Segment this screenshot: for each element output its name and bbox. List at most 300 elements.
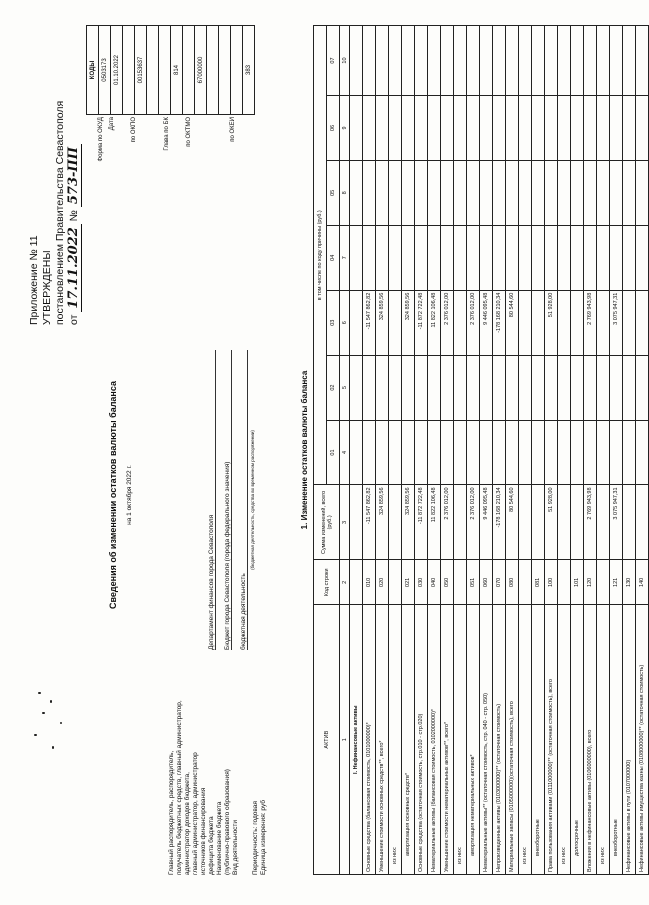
cell-total [636,485,649,560]
table-row [350,26,363,875]
cell-empty [623,420,636,485]
column-number: 4 [340,420,350,485]
cell-v03: -11 547 862,82 [363,290,376,355]
cell-empty [610,420,623,485]
cell-empty [480,96,493,161]
cell-total [571,485,584,560]
column-number: 2 [340,560,350,605]
cell-empty [454,355,467,420]
cell-empty [389,96,402,161]
cell-total: 2 769 943,98 [584,485,597,560]
cell-empty [428,225,441,290]
header-asset: АКТИВ [314,605,340,875]
header-reason: 06 [327,96,340,161]
cell-empty [597,355,610,420]
cell-total: -178 168 210,34 [493,485,506,560]
cell-code: 101 [571,560,584,605]
cell-code: 020 [376,560,389,605]
cell-name: долгосрочные [571,605,584,875]
cell-name: Уменьшение стоимости основных средств**, всего* [376,605,389,875]
cell-v03 [623,290,636,355]
cell-empty [532,355,545,420]
table-row [363,26,376,875]
cell-empty [441,355,454,420]
cell-empty [402,355,415,420]
table-row [532,26,545,875]
cell-empty [519,225,532,290]
cell-total: 80 544,60 [506,485,519,560]
column-number: 10 [340,26,350,96]
cell-empty [467,420,480,485]
cell-v03 [597,290,610,355]
cell-empty [623,96,636,161]
cell-empty [454,26,467,96]
table-row [376,26,389,875]
cell-name: Нефинансовые активы имущества казны (0108000000)** (остаточная стоимость) [636,605,649,875]
cell-empty [571,160,584,225]
cell-empty [480,355,493,420]
cell-v03 [532,290,545,355]
cell-empty [545,96,558,161]
cell-total: 2 376 012,00 [441,485,454,560]
cell-empty [376,420,389,485]
cell-code [350,560,363,605]
cell-empty [402,96,415,161]
okei-code-label: по ОКЕИ [230,117,236,142]
cell-empty [558,96,571,161]
cell-empty [415,26,428,96]
cell-code [389,560,402,605]
appendix-date: 17.11.2022 [66,224,82,311]
cell-code: 040 [428,560,441,605]
cell-empty [636,26,649,96]
cell-name: Материальные запасы (0105000000)(остаточная стоимость), всего [506,605,519,875]
cell-empty [376,225,389,290]
column-number: 5 [340,355,350,420]
cell-empty [480,420,493,485]
cell-empty [532,96,545,161]
cell-empty [610,225,623,290]
cell-empty [519,160,532,225]
cell-code: 070 [493,560,506,605]
cell-name: из них: [454,605,467,875]
column-number: 8 [340,160,350,225]
cell-empty [597,225,610,290]
cell-empty [610,26,623,96]
cell-empty [558,26,571,96]
cell-empty [584,96,597,161]
cell-code: 130 [623,560,636,605]
header-reason: 04 [327,225,340,290]
cell-v03: 11 822 106,48 [428,290,441,355]
cell-name: внеоборотные [610,605,623,875]
cell-empty [441,225,454,290]
cell-empty [376,355,389,420]
cell-empty [545,160,558,225]
cell-empty [415,96,428,161]
cell-v03: 324 859,56 [402,290,415,355]
cell-empty [571,420,584,485]
cell-v03: 9 446 095,48 [480,290,493,355]
cell-empty [389,26,402,96]
cell-empty [532,160,545,225]
budget-value: Бюджет города Севастополя (города федерального значения) [224,350,232,650]
cell-empty [441,96,454,161]
cell-name: из них: [558,605,571,875]
header-reason: 03 [327,290,340,355]
cell-empty [597,420,610,485]
cell-name: амортизация нематериальных активов* [467,605,480,875]
cell-code: 030 [415,560,428,605]
cell-empty [350,160,363,225]
column-number: 7 [340,225,350,290]
header-reason: 07 [327,26,340,96]
appendix-number: 573-ПП [66,144,82,207]
cell-empty [558,355,571,420]
date-code-label: Дата [109,117,115,131]
cell-code: 100 [545,560,558,605]
cell-total [597,485,610,560]
cell-empty [428,96,441,161]
cell-v03: 80 544,60 [506,290,519,355]
cell-empty [584,160,597,225]
cell-empty [506,96,519,161]
page-title: Сведения об изменении остатков валюты баланса [108,381,118,609]
cell-name: Основные средства (балансовая стоимость, 0101000000)* [363,605,376,875]
cell-code [519,560,532,605]
cell-v03: 2 376 012,00 [441,290,454,355]
cell-name: Нефинансовые активы в пути (0107000000) [623,605,636,875]
cell-empty [506,420,519,485]
cell-empty [610,160,623,225]
cell-code: 081 [532,560,545,605]
form-code-label: Форма по ОКУД [98,117,104,162]
admin-value: Департамент финансов города Севастополя [208,350,216,650]
table-row [441,26,454,875]
cell-empty [480,225,493,290]
cell-empty [545,420,558,485]
cell-empty [506,355,519,420]
cell-empty [636,225,649,290]
cell-empty [493,355,506,420]
cell-empty [350,225,363,290]
cell-empty [493,225,506,290]
cell-empty [350,96,363,161]
cell-empty [506,26,519,96]
cell-empty [467,225,480,290]
cell-empty [428,26,441,96]
cell-v03: -178 168 210,34 [493,290,506,355]
cell-empty [402,420,415,485]
cell-code: 121 [610,560,623,605]
cell-v03 [454,290,467,355]
cell-empty [610,96,623,161]
cell-empty [636,420,649,485]
appendix-line1: Приложение № 11 [28,235,40,325]
cell-empty [415,160,428,225]
activity-note: (бюджетная деятельность, средства во временном распоряжении) [250,430,255,570]
cell-code [558,560,571,605]
column-number: 6 [340,290,350,355]
table-row [428,26,441,875]
cell-name: Нематериальные активы (балансовая стоимость, 0102000000)* [428,605,441,875]
cell-empty [363,355,376,420]
cell-name: Уменьшение стоимости нематериальных активов**, всего* [441,605,454,875]
cell-empty [467,96,480,161]
cell-empty [363,420,376,485]
cell-empty [402,26,415,96]
cell-empty [506,225,519,290]
cell-empty [493,420,506,485]
cell-empty [571,355,584,420]
cell-v03: 2 769 943,98 [584,290,597,355]
cell-empty [532,420,545,485]
cell-v03: 51 928,00 [545,290,558,355]
cell-empty [415,355,428,420]
cell-empty [532,225,545,290]
cell-code [454,560,467,605]
cell-empty [454,160,467,225]
cell-empty [636,355,649,420]
meta-labels: Главный распорядитель, распорядитель, получатель бюджетных средств, главный администратор, администратор доходов бюджета, главный администратор, администратор источников финансирования дефицита бюджета Наименование бюджета (публично-правового образования) Вид деятельности Периодичность: годовая Единица измерения: руб [168,700,267,875]
cell-v03: -11 872 722,48 [415,290,428,355]
cell-empty [389,225,402,290]
header-reason: 01 [327,420,340,485]
cell-empty [506,160,519,225]
cell-code: 050 [441,560,454,605]
cell-empty [636,96,649,161]
cell-empty [597,96,610,161]
cell-empty [571,96,584,161]
table-row [480,26,493,875]
table-row [389,26,402,875]
cell-empty [584,225,597,290]
cell-total: 324 859,56 [402,485,415,560]
cell-name: Права пользования активами (0111000000)** (остаточная стоимость), всего [545,605,558,875]
cell-v03: 3 075 947,31 [610,290,623,355]
cell-empty [519,355,532,420]
cell-empty [597,26,610,96]
cell-empty [428,355,441,420]
header-code: Код строки [314,560,340,605]
cell-empty [545,26,558,96]
cell-v03 [558,290,571,355]
cell-empty [376,96,389,161]
cell-total [558,485,571,560]
cell-empty [428,160,441,225]
cell-code: 010 [363,560,376,605]
cell-code: 060 [480,560,493,605]
appendix-date-line: от 17.11.2022 № 573-ПП [67,25,81,325]
cell-empty [428,420,441,485]
cell-v03 [350,290,363,355]
cell-empty [558,420,571,485]
cell-empty [584,26,597,96]
cell-empty [571,225,584,290]
cell-code: 051 [467,560,480,605]
rotated-form-page [18,25,645,885]
cell-empty [350,26,363,96]
cell-total [532,485,545,560]
cell-empty [415,420,428,485]
oktmo-code-label: по ОКТМО [186,117,192,147]
cell-empty [623,160,636,225]
header-reason: 05 [327,160,340,225]
column-number: 1 [340,605,350,875]
cell-empty [597,160,610,225]
table-body [340,26,649,875]
column-number: 3 [340,485,350,560]
cell-empty [441,26,454,96]
cell-empty [376,160,389,225]
activity-value: бюджетная деятельность [240,350,248,650]
cell-total: 324 859,56 [376,485,389,560]
cell-empty [454,420,467,485]
cell-name: амортизация основных средств* [402,605,415,875]
cell-empty [454,225,467,290]
table-row [467,26,480,875]
cell-empty [623,26,636,96]
cell-name: Непроизведенные активы (0103000000)** (остаточная стоимость) [493,605,506,875]
cell-empty [571,26,584,96]
cell-name: из них: [597,605,610,875]
cell-empty [584,355,597,420]
cell-total: 11 822 106,48 [428,485,441,560]
cell-empty [493,96,506,161]
cell-empty [480,160,493,225]
table-row [402,26,415,875]
cell-empty [467,160,480,225]
column-number: 9 [340,96,350,161]
codes-table: КОДЫ 0503173 01.10.2022 00153637 814 67000000 383 [86,25,255,115]
bk-code-label: Глава по БК [164,117,170,151]
cell-code: 120 [584,560,597,605]
appendix-line3: постановлением Правительства Севастополя [54,100,66,325]
header-group: в том числе по коду причины (руб.) [314,26,327,485]
cell-v03 [636,290,649,355]
cell-empty [558,160,571,225]
cell-empty [467,355,480,420]
table-row [506,26,519,875]
cell-empty [519,26,532,96]
appendix-block [28,25,81,325]
table-row [623,26,636,875]
table-row [584,26,597,875]
cell-empty [415,225,428,290]
cell-empty [350,355,363,420]
table-row [558,26,571,875]
cell-v03 [571,290,584,355]
section-title: 1. Изменение остатков валюты баланса [300,370,309,530]
table-row [610,26,623,875]
table-row [571,26,584,875]
cell-empty [441,160,454,225]
cell-total: 3 075 947,31 [610,485,623,560]
cell-total [519,485,532,560]
cell-empty [441,420,454,485]
cell-empty [532,26,545,96]
table-row [636,26,649,875]
cell-empty [389,160,402,225]
table-row [454,26,467,875]
report-date: на 1 октября 2022 г. [126,465,133,525]
appendix-line2: УТВЕРЖДЕНЫ [41,250,53,325]
table-row [545,26,558,875]
cell-empty [545,355,558,420]
cell-empty [467,26,480,96]
header-reason: 02 [327,355,340,420]
cell-total [389,485,402,560]
cell-empty [519,420,532,485]
cell-empty [519,96,532,161]
header-total: Сумма изменений, всего (руб.) [314,485,340,560]
cell-empty [363,160,376,225]
cell-empty [363,96,376,161]
cell-total: 51 928,00 [545,485,558,560]
cell-empty [480,26,493,96]
cell-empty [493,160,506,225]
balance-table [313,25,649,875]
cell-code: 080 [506,560,519,605]
table-row [493,26,506,875]
cell-empty [610,355,623,420]
table-row [415,26,428,875]
cell-empty [350,420,363,485]
cell-empty [363,225,376,290]
cell-empty [376,26,389,96]
cell-total [454,485,467,560]
cell-total: 2 376 012,00 [467,485,480,560]
cell-name: Вложения в нефинансовые активы (0106000000), всего [584,605,597,875]
cell-empty [454,96,467,161]
cell-name: Нематериальные активы** (остаточная стоимость, стр. 040 - стр. 050) [480,605,493,875]
cell-total: 9 446 095,48 [480,485,493,560]
cell-total [350,485,363,560]
cell-empty [623,355,636,420]
cell-v03 [389,290,402,355]
cell-empty [584,420,597,485]
cell-total [623,485,636,560]
cell-empty [636,160,649,225]
cell-code: 021 [402,560,415,605]
cell-name: Основные средства (остаточная стоимость, стр.010 - стр.020) [415,605,428,875]
cell-v03 [519,290,532,355]
cell-empty [389,355,402,420]
okpo-code-label: по ОКПО [131,117,137,143]
cell-total: -11 872 722,48 [415,485,428,560]
cell-empty [558,225,571,290]
cell-code: 140 [636,560,649,605]
cell-empty [623,225,636,290]
cell-name: из них: [519,605,532,875]
cell-empty [493,26,506,96]
cell-empty [402,160,415,225]
cell-empty [545,225,558,290]
cell-empty [389,420,402,485]
cell-code [597,560,610,605]
cell-empty [363,26,376,96]
cell-name: внеоборотные [532,605,545,875]
cell-empty [402,225,415,290]
cell-name: I. Нефинансовые активы [350,605,363,875]
table-row [597,26,610,875]
cell-v03: 324 859,56 [376,290,389,355]
cell-total: -11 547 862,82 [363,485,376,560]
cell-name: из них: [389,605,402,875]
column-number-row [340,26,350,875]
cell-v03: 2 376 012,00 [467,290,480,355]
table-row [519,26,532,875]
